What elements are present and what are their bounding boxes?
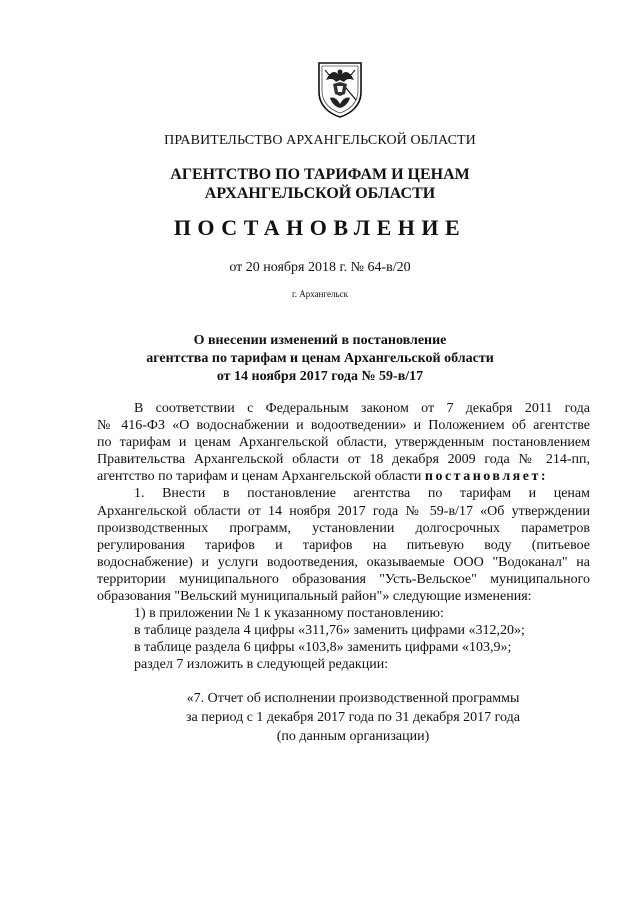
body-list-item: 1) в приложении № 1 к указанному постановлению: (134, 606, 444, 622)
resolves-word: постановляет: (424, 469, 548, 485)
report-heading-line1: «7. Отчет об исполнении производственной программы (186, 691, 520, 706)
document-type: ПОСТАНОВЛЕНИЕ (173, 215, 467, 240)
document-date-number: от 20 ноября 2018 г. № 64-в/20 (229, 260, 411, 275)
agency-name-line1: АГЕНТСТВО ПО ТАРИФАМ И ЦЕНАМ (170, 166, 470, 183)
body-line: В соответствии с Федеральным законом от 7 декабря 2011 года (134, 401, 590, 416)
arkhangelsk-coat-of-arms-icon (316, 60, 364, 118)
body-list-item: в таблице раздела 4 цифры «311,76» заменить цифрами «312,20»; (134, 623, 525, 639)
agency-name (0, 165, 640, 203)
body-line: водоснабжение) и услуги водоотведения, оказываемые ООО "Водоканал" на (97, 554, 590, 570)
subject-line1: О внесении изменений в постановление (193, 333, 447, 348)
report-heading (0, 689, 640, 746)
body-line-text: агентство по тарифам и ценам Архангельской области (97, 469, 422, 485)
body-list-item: раздел 7 изложить в следующей редакции: (134, 657, 389, 673)
body-line: Правительства Архангельской области от 18 декабря 2009 года № 214-пп, (97, 452, 590, 468)
government-name: ПРАВИТЕЛЬСТВО АРХАНГЕЛЬСКОЙ ОБЛАСТИ (164, 133, 476, 148)
document-subject (0, 332, 640, 386)
subject-line3: от 14 ноября 2017 года № 59-в/17 (216, 369, 424, 384)
body-line: производственных программ, установлении долгосрочных параметров (97, 520, 590, 536)
document-city: г. Архангельск (292, 289, 348, 299)
document-body (97, 400, 590, 674)
body-line: № 416-ФЗ «О водоснабжении и водоотведении» и Положением об агентстве (97, 418, 590, 434)
body-line: по тарифам и ценам Архангельской области, утвержденным постановлением (97, 435, 590, 451)
report-heading-line3: (по данным организации) (276, 729, 430, 744)
body-line: 1. Внести в постановление агентства по тарифам и ценам (134, 486, 590, 502)
body-list-item: в таблице раздела 6 цифры «103,8» заменить цифрами «103,9»; (134, 640, 512, 656)
subject-line2: агентства по тарифам и ценам Архангельской области (146, 351, 494, 366)
body-line: Архангельской области от 14 ноября 2017 года № 59-в/17 «Об утверждении (97, 503, 590, 519)
body-line: территории муниципального образования "Усть-Вельское" муниципального (97, 571, 590, 587)
body-line: регулирования тарифов и тарифов на питьевую воду (питьевое (97, 537, 590, 553)
body-line (97, 468, 590, 485)
report-heading-line2: за период с 1 декабря 2017 года по 31 декабря 2017 года (186, 710, 520, 725)
agency-name-line2: АРХАНГЕЛЬСКОЙ ОБЛАСТИ (204, 185, 436, 202)
body-line: образования "Вельский муниципальный район"» следующие изменения: (97, 589, 532, 605)
